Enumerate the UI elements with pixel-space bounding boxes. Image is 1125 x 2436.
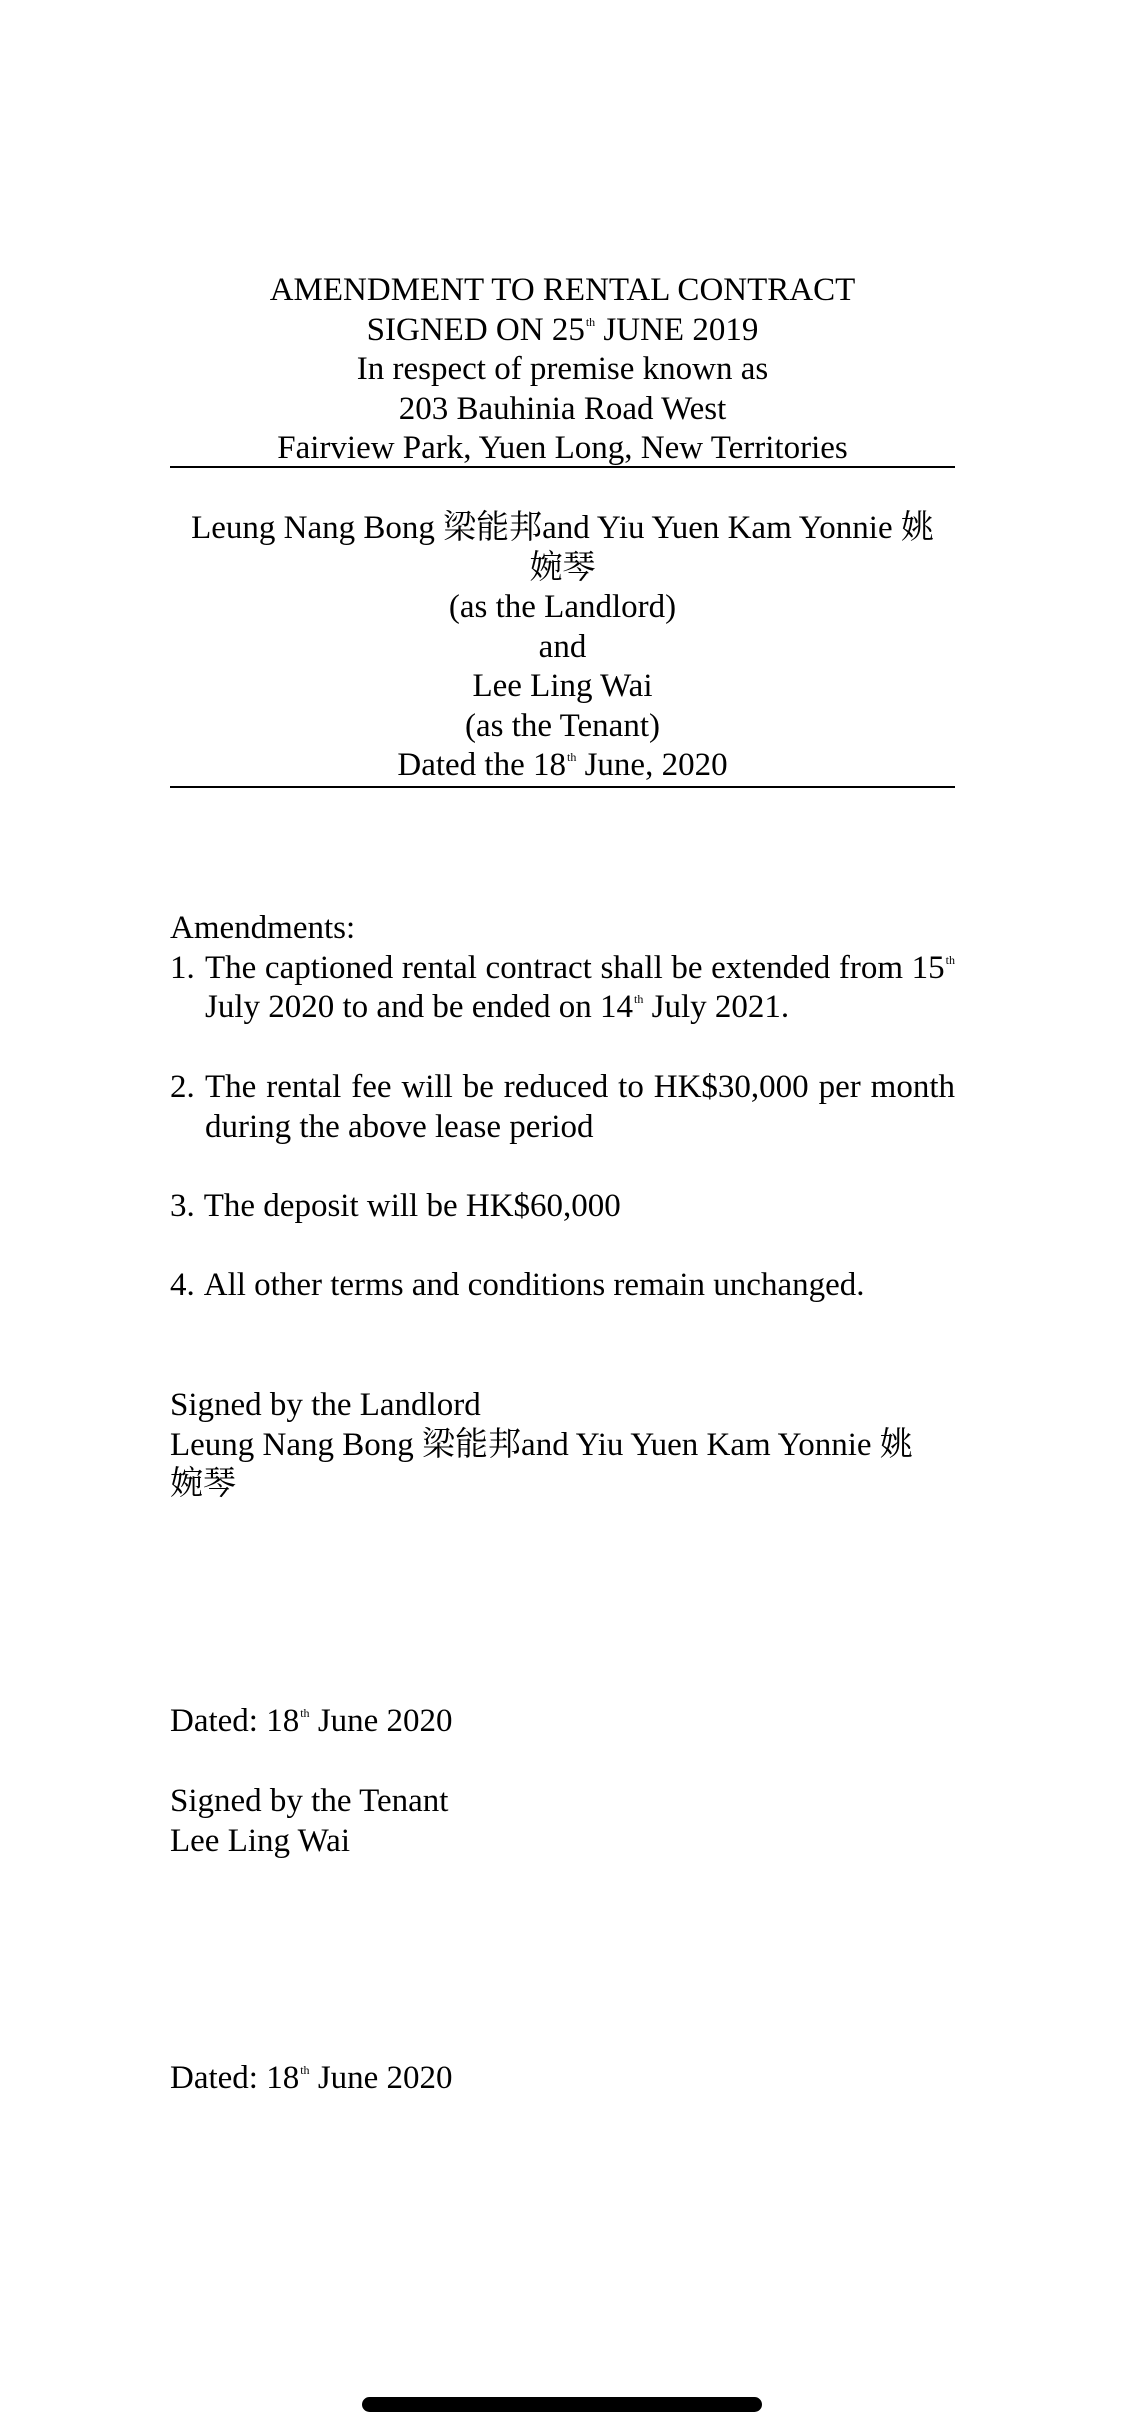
item-text: The deposit will be HK$60,000 [203,1188,621,1224]
tenant-role: (as the Tenant) [464,707,660,744]
agreement-date [170,746,955,786]
agreement-date-prefix: Dated the 18 [397,747,566,783]
parties-section [170,509,955,786]
address-line-2: Fairview Park, Yuen Long, New Territories [277,430,848,466]
original-contract-date [170,311,955,351]
item-number: 1. [170,949,195,986]
landlord-signature-names-line-2: 婉琴 [170,1466,236,1502]
amendment-item-2-wrap [170,1068,955,1147]
amendment-item-3-wrap [170,1187,955,1227]
document-title: AMENDMENT TO RENTAL CONTRACT [269,272,856,308]
ordinal-suffix: th [567,750,577,764]
item-number: 4. [170,1267,195,1303]
parties-conjunction: and [538,628,587,665]
landlord-names-line-2: 婉琴 [529,549,596,586]
item-text: The rental fee will be reduced to HK$30,000 per month during the above lease period [205,1069,955,1145]
item-text: All other terms and conditions remain unchanged. [203,1267,865,1303]
amendment-item-4 [170,1266,955,1306]
tenant-dated [170,2059,955,2099]
tenant-dated-prefix: Dated: 18 [170,2060,300,2096]
tenant-signature-date [170,2059,955,2099]
tenant-signature-name: Lee Ling Wai [170,1822,351,1859]
item-number: 3. [170,1188,195,1224]
landlord-signature-date [170,1702,955,1742]
landlord-dated-prefix: Dated: 18 [170,1703,300,1739]
original-contract-date-suffix: JUNE 2019 [595,311,759,348]
landlord-names-line-1: Leung Nang Bong 梁能邦and Yiu Yuen Kam Yonnie 姚 [191,510,934,546]
landlord-role: (as the Landlord) [448,589,677,625]
header-divider [170,466,955,468]
landlord-signature-section [170,1386,955,1505]
amendment-item-3 [170,1187,955,1227]
amendment-item-2 [170,1068,955,1147]
ordinal-suffix: th [945,952,955,967]
tenant-signature-section [170,1782,955,1861]
document-header [170,271,955,469]
ordinal-suffix: th [300,2063,310,2077]
amendment-item-1 [170,949,955,1028]
item-text-part: The captioned rental contract shall be extended from 15 [205,949,945,986]
landlord-signature-names-line-1: Leung Nang Bong 梁能邦and Yiu Yuen Kam Yonnie 姚 [170,1426,913,1463]
amendments-section [170,909,955,1028]
parties-divider [170,786,955,788]
ordinal-suffix: th [634,992,644,1006]
agreement-date-suffix: June, 2020 [576,747,728,783]
amendments-heading: Amendments: [170,910,356,946]
address-line-1: 203 Bauhinia Road West [398,390,727,427]
original-contract-date-prefix: SIGNED ON 25 [366,311,585,348]
ordinal-suffix: th [585,314,596,329]
item-number: 2. [170,1069,195,1105]
amendment-item-4-wrap [170,1266,955,1306]
tenant-dated-suffix: June 2020 [309,2060,453,2096]
ordinal-suffix: th [300,1706,310,1720]
landlord-dated [170,1702,955,1742]
home-indicator[interactable] [362,2397,762,2412]
tenant-name: Lee Ling Wai [472,668,653,704]
landlord-dated-suffix: June 2020 [309,1703,453,1739]
premise-intro: In respect of premise known as [356,351,769,387]
tenant-signature-label: Signed by the Tenant [170,1783,449,1819]
item-text-part: July 2021. [643,989,790,1025]
item-text-part: July 2020 to and be ended on 14 [205,989,634,1025]
landlord-signature-label: Signed by the Landlord [170,1387,481,1423]
